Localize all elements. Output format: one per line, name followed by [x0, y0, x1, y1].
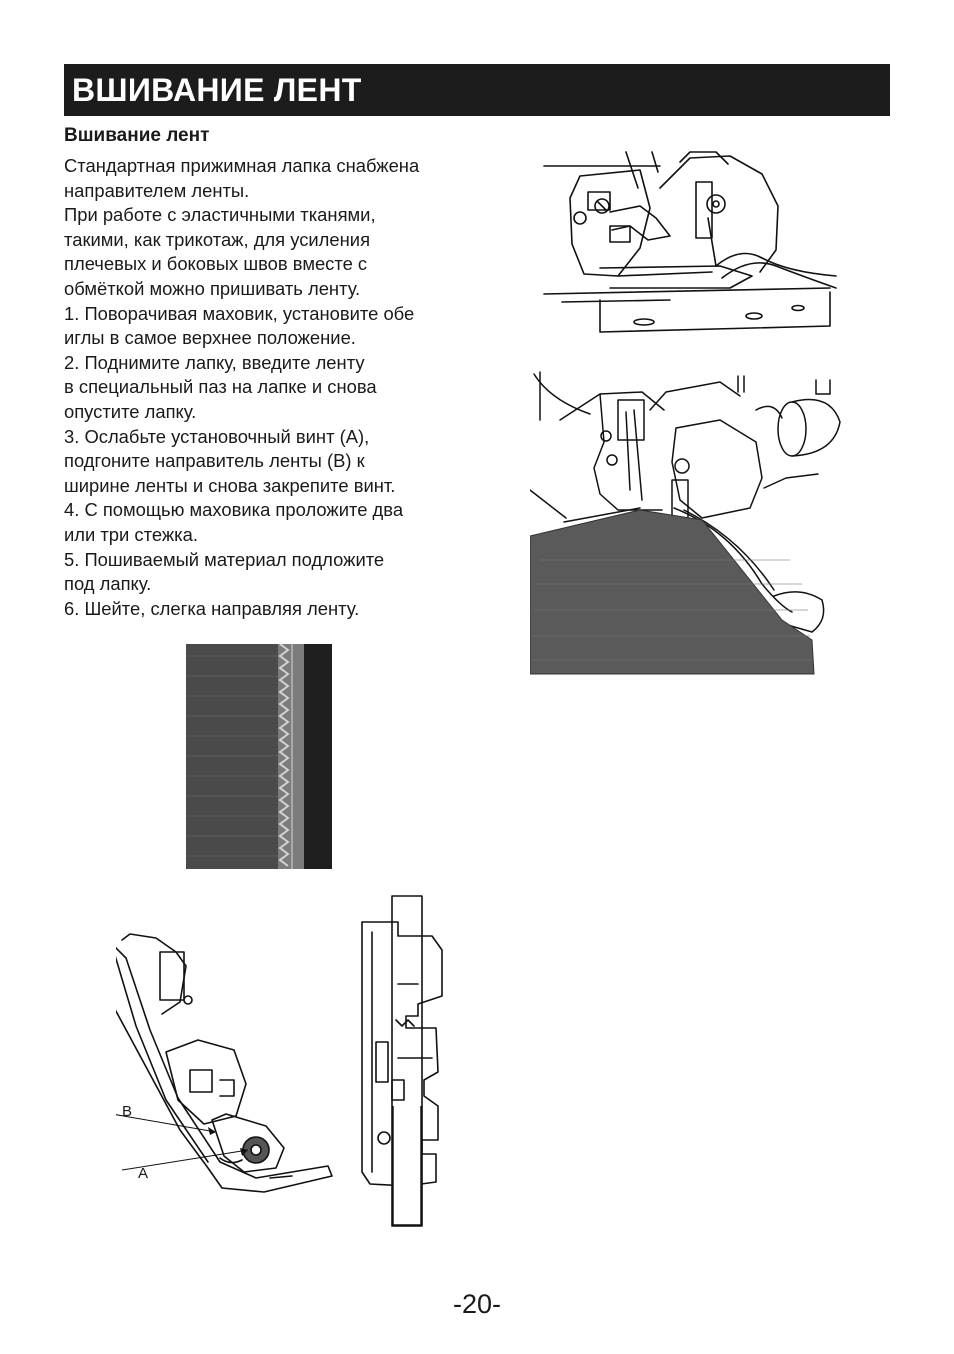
- text-line: При работе с эластичными тканями,: [64, 204, 376, 226]
- text-line: Стандартная прижимная лапка снабжена: [64, 155, 420, 176]
- presser-foot-detail-illustration: [116, 930, 338, 1206]
- seam-sample-photo: [186, 644, 332, 869]
- text-line: направителем ленты.: [64, 179, 250, 201]
- text-line: или три стежка.: [64, 523, 198, 545]
- step-4-line: 4. С помощью маховика проложите два: [64, 499, 404, 521]
- presser-foot-side-view-illustration: [358, 892, 450, 1230]
- presser-foot-tape-illustration: [540, 148, 840, 338]
- step-6-line: 6. Шейте, слегка направляя ленту.: [64, 597, 360, 619]
- text-line: подгоните направитель ленты (В) к: [64, 450, 365, 472]
- text-line: ширине ленты и снова закрепите винт.: [64, 474, 396, 496]
- text-line: обмёткой можно пришивать ленту.: [64, 277, 361, 299]
- step-1-line: 1. Поворачивая маховик, установите обе: [64, 302, 415, 324]
- instructions-text: [64, 154, 484, 621]
- text-line: в специальный паз на лапке и снова: [64, 376, 377, 398]
- step-3-line: 3. Ослабьте установочный винт (А),: [64, 425, 370, 447]
- page-number: -20-: [452, 1289, 501, 1319]
- text-line: под лапку.: [64, 573, 152, 595]
- section-subtitle: Вшивание лент: [64, 125, 210, 146]
- step-2-line: 2. Поднимите лапку, введите ленту: [64, 351, 365, 373]
- step-5-line: 5. Пошиваемый материал подложите: [64, 548, 385, 570]
- label-a: A: [138, 1165, 149, 1182]
- text-line: опустите лапку.: [64, 400, 197, 422]
- text-line: плечевых и боковых швов вместе с: [64, 253, 368, 275]
- text-line: иглы в самое верхнее положение.: [64, 327, 356, 349]
- text-line: такими, как трикотаж, для усиления: [64, 228, 371, 250]
- page-title: ВШИВАНИЕ ЛЕНТ: [64, 64, 890, 116]
- sewing-machine-tape-illustration: [530, 370, 850, 676]
- label-b: B: [122, 1103, 133, 1120]
